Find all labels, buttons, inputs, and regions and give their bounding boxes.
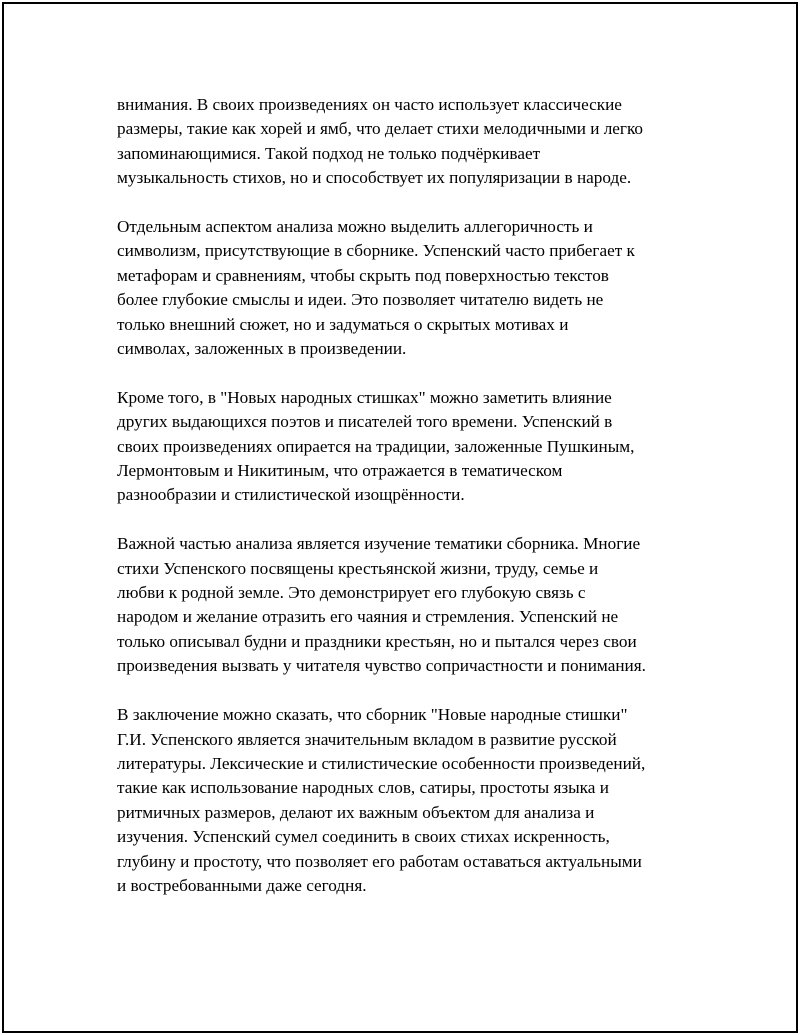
text-line: изучения. Успенский сумел соединить в своих стихах искренность, <box>117 827 610 847</box>
text-line: глубину и простоту, что позволяет его работам оставаться актуальными <box>117 851 642 871</box>
text-line: разнообразии и стилистической изощрённости. <box>117 485 465 505</box>
text-line: запоминающимися. Такой подход не только подчёркивает <box>117 143 541 163</box>
text-line: размеры, такие как хорей и ямб, что делает стихи мелодичными и легко <box>117 119 644 139</box>
text-line: такие как использование народных слов, сатиры, простоты языка и <box>117 778 609 798</box>
text-line: В заключение можно сказать, что сборник "Новые народные стишки" <box>117 705 628 725</box>
paragraph-2 <box>117 215 697 361</box>
text-line: стихи Успенского посвящены крестьянской жизни, труду, семье и <box>117 558 599 578</box>
text-line: Лермонтовым и Никитиным, что отражается в тематическом <box>117 461 563 481</box>
text-line: других выдающихся поэтов и писателей того времени. Успенский в <box>117 412 613 432</box>
paragraph-5 <box>117 703 697 898</box>
text-line: народом и желание отразить его чаяния и стремления. Успенский не <box>117 607 619 627</box>
text-line: Важной частью анализа является изучение тематики сборника. Многие <box>117 534 641 554</box>
text-line: более глубокие смыслы и идеи. Это позволяет читателю видеть не <box>117 290 604 310</box>
text-line: музыкальность стихов, но и способствует их популяризации в народе. <box>117 168 632 188</box>
text-line: литературы. Лексические и стилистические особенности произведений, <box>117 753 646 773</box>
text-line: метафорам и сравнениям, чтобы скрыть под поверхностью текстов <box>117 265 609 285</box>
text-line: своих произведениях опирается на традиции, заложенные Пушкиным, <box>117 436 635 456</box>
paragraph-3 <box>117 386 697 508</box>
text-line: любви к родной земле. Это демонстрирует его глубокую связь с <box>117 583 586 603</box>
paragraph-4 <box>117 532 697 678</box>
text-line: ритмичных размеров, делают их важным объектом для анализа и <box>117 802 595 822</box>
text-line: только внешний сюжет, но и задуматься о скрытых мотивах и <box>117 314 569 334</box>
text-line: Кроме того, в "Новых народных стишках" можно заметить влияние <box>117 387 612 407</box>
paragraph-1 <box>117 93 697 191</box>
document-body <box>117 93 697 923</box>
text-line: внимания. В своих произведениях он часто использует классические <box>117 95 622 114</box>
text-line: произведения вызвать у читателя чувство сопричастности и понимания. <box>117 656 646 676</box>
text-line: Отдельным аспектом анализа можно выделить аллегоричность и <box>117 217 593 237</box>
text-line: только описывал будни и праздники крестьян, но и пытался через свои <box>117 631 637 651</box>
text-line: символизм, присутствующие в сборнике. Успенский часто прибегает к <box>117 241 635 261</box>
text-line: и востребованными даже сегодня. <box>117 875 367 895</box>
text-line: Г.И. Успенского является значительным вкладом в развитие русской <box>117 729 617 749</box>
text-line: символах, заложенных в произведении. <box>117 339 407 359</box>
